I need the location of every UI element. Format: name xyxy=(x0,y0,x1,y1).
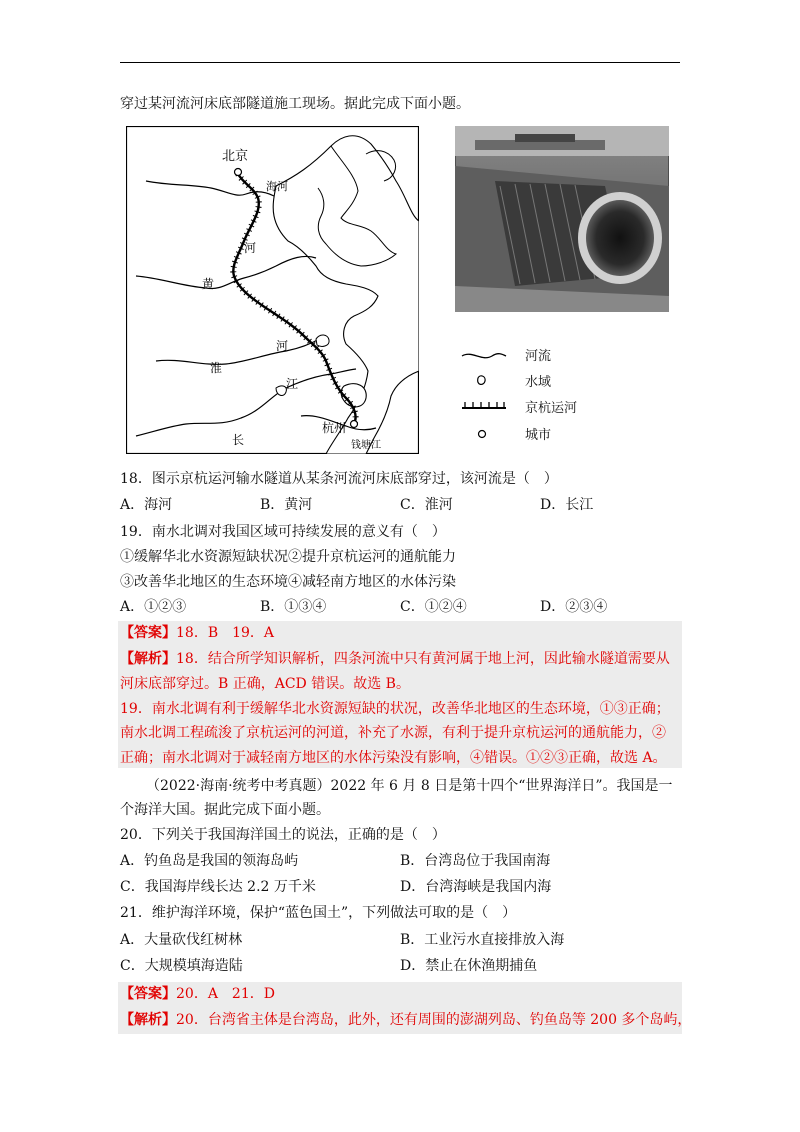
map-label-qiantang: 钱塘江 xyxy=(351,440,381,451)
map-label-beijing: 北京 xyxy=(222,149,249,164)
explanation-2-tag: 【解析】 xyxy=(120,1012,176,1028)
q19-option-c: C．①②④ xyxy=(400,599,467,615)
explanation-1-line4: 南水北调工程疏浚了京杭运河的河道，补充了水源，有利于提升京杭运河的通航能力，② xyxy=(120,725,666,741)
q20-option-a: A．钓鱼岛是我国的领海岛屿 xyxy=(120,853,299,869)
q18-option-b: B．黄河 xyxy=(260,497,313,513)
intro-text: 穿过某河流河床底部隧道施工现场。据此完成下面小题。 xyxy=(120,96,470,112)
map-label-jiang: 江 xyxy=(286,377,299,391)
q20-stem: 20．下列关于我国海洋国土的说法，正确的是（ ） xyxy=(120,827,446,843)
answer-1-tag: 【答案】 xyxy=(120,625,176,641)
intro2-line2: 个海洋大国。据此完成下面小题。 xyxy=(120,802,330,818)
map-label-haihe: 海河 xyxy=(266,180,288,193)
map-label-he2: 河 xyxy=(276,339,289,353)
answer-2 xyxy=(120,983,275,1005)
legend-city: 城市 xyxy=(525,428,552,443)
explanation-1-line5: 正确；南水北调对于减轻南方地区的水体污染没有影响，④错误。①②③正确，故选 A。 xyxy=(120,750,667,766)
q19-stem: 19．南水北调对我国区域可持续发展的意义有（ ） xyxy=(120,524,446,540)
explanation-1-tag: 【解析】 xyxy=(120,651,176,667)
grand-canal-map xyxy=(126,126,419,454)
answer-1-text: 18．B 19．A xyxy=(176,625,275,641)
q18-option-d: D．长江 xyxy=(540,497,594,513)
q20-option-b: B．台湾岛位于我国南海 xyxy=(400,853,551,869)
q18-option-a: A．海河 xyxy=(120,497,173,513)
q19-line2: ③改善华北地区的生态环境④减轻南方地区的水体污染 xyxy=(120,574,456,590)
q21-option-d: D．禁止在休渔期捕鱼 xyxy=(400,958,538,974)
q19-line1: ①缓解华北水资源短缺状况②提升京杭运河的通航能力 xyxy=(120,549,456,565)
answer-2-tag: 【答案】 xyxy=(120,986,176,1002)
map-label-he: 河 xyxy=(244,241,257,255)
q20-option-c: C．我国海岸线长达 2.2 万千米 xyxy=(120,879,316,895)
q21-stem: 21．维护海洋环境，保护“蓝色国土”，下列做法可取的是（ ） xyxy=(120,905,517,921)
q21-option-b: B．工业污水直接排放入海 xyxy=(400,932,565,948)
q20-option-d: D．台湾海峡是我国内海 xyxy=(400,879,552,895)
q21-option-a: A．大量砍伐红树林 xyxy=(120,932,243,948)
legend-canal: 京杭运河 xyxy=(525,401,578,416)
q21-option-c: C．大规模填海造陆 xyxy=(120,958,243,974)
tunnel-photo xyxy=(455,126,669,312)
city-icon xyxy=(479,431,486,438)
river-icon xyxy=(462,354,506,358)
q19-option-a: A．①②③ xyxy=(120,599,187,615)
map-label-huai: 淮 xyxy=(210,361,223,375)
answer-1 xyxy=(120,622,274,644)
city-icon xyxy=(235,169,242,176)
map-label-chang: 长 xyxy=(232,433,245,447)
q18-option-c: C．淮河 xyxy=(400,497,453,513)
explanation-1-line1: 【解析】18．结合所学知识解析，四条河流中只有黄河属于地上河，因此输水隧道需要从 xyxy=(120,651,670,667)
q19-option-d: D．②③④ xyxy=(540,599,608,615)
legend-river: 河流 xyxy=(525,349,552,364)
q18-stem: 18．图示京杭运河输水隧道从某条河流河床底部穿过，该河流是（ ） xyxy=(120,471,558,487)
map-label-huang: 黄 xyxy=(202,277,215,291)
answer-2-text: 20．A 21．D xyxy=(176,986,275,1002)
map-label-hangzhou: 杭州 xyxy=(322,421,347,435)
explanation-2-line1: 【解析】20．台湾省主体是台湾岛，此外，还有周围的澎湖列岛、钓鱼岛等 200 多个岛屿， xyxy=(120,1012,692,1028)
legend-icons xyxy=(460,348,510,448)
canal-icon xyxy=(462,402,506,408)
intro2-line1: （2022·海南·统考中考真题）2022 年 6 月 8 日是第十四个“世界海洋日”。我国是一 xyxy=(146,778,673,794)
water-area-icon xyxy=(478,376,485,385)
explanation-1-line2: 河床底部穿过。B 正确，ACD 错误。故选 B。 xyxy=(120,676,410,692)
explanation-1-line3: 19．南水北调有利于缓解华北水资源短缺的状况，改善华北地区的生态环境，①③正确； xyxy=(120,701,670,717)
header-rule xyxy=(120,62,680,63)
q19-option-b: B．①③④ xyxy=(260,599,327,615)
legend-water: 水域 xyxy=(525,375,552,390)
city-icon xyxy=(351,421,358,428)
